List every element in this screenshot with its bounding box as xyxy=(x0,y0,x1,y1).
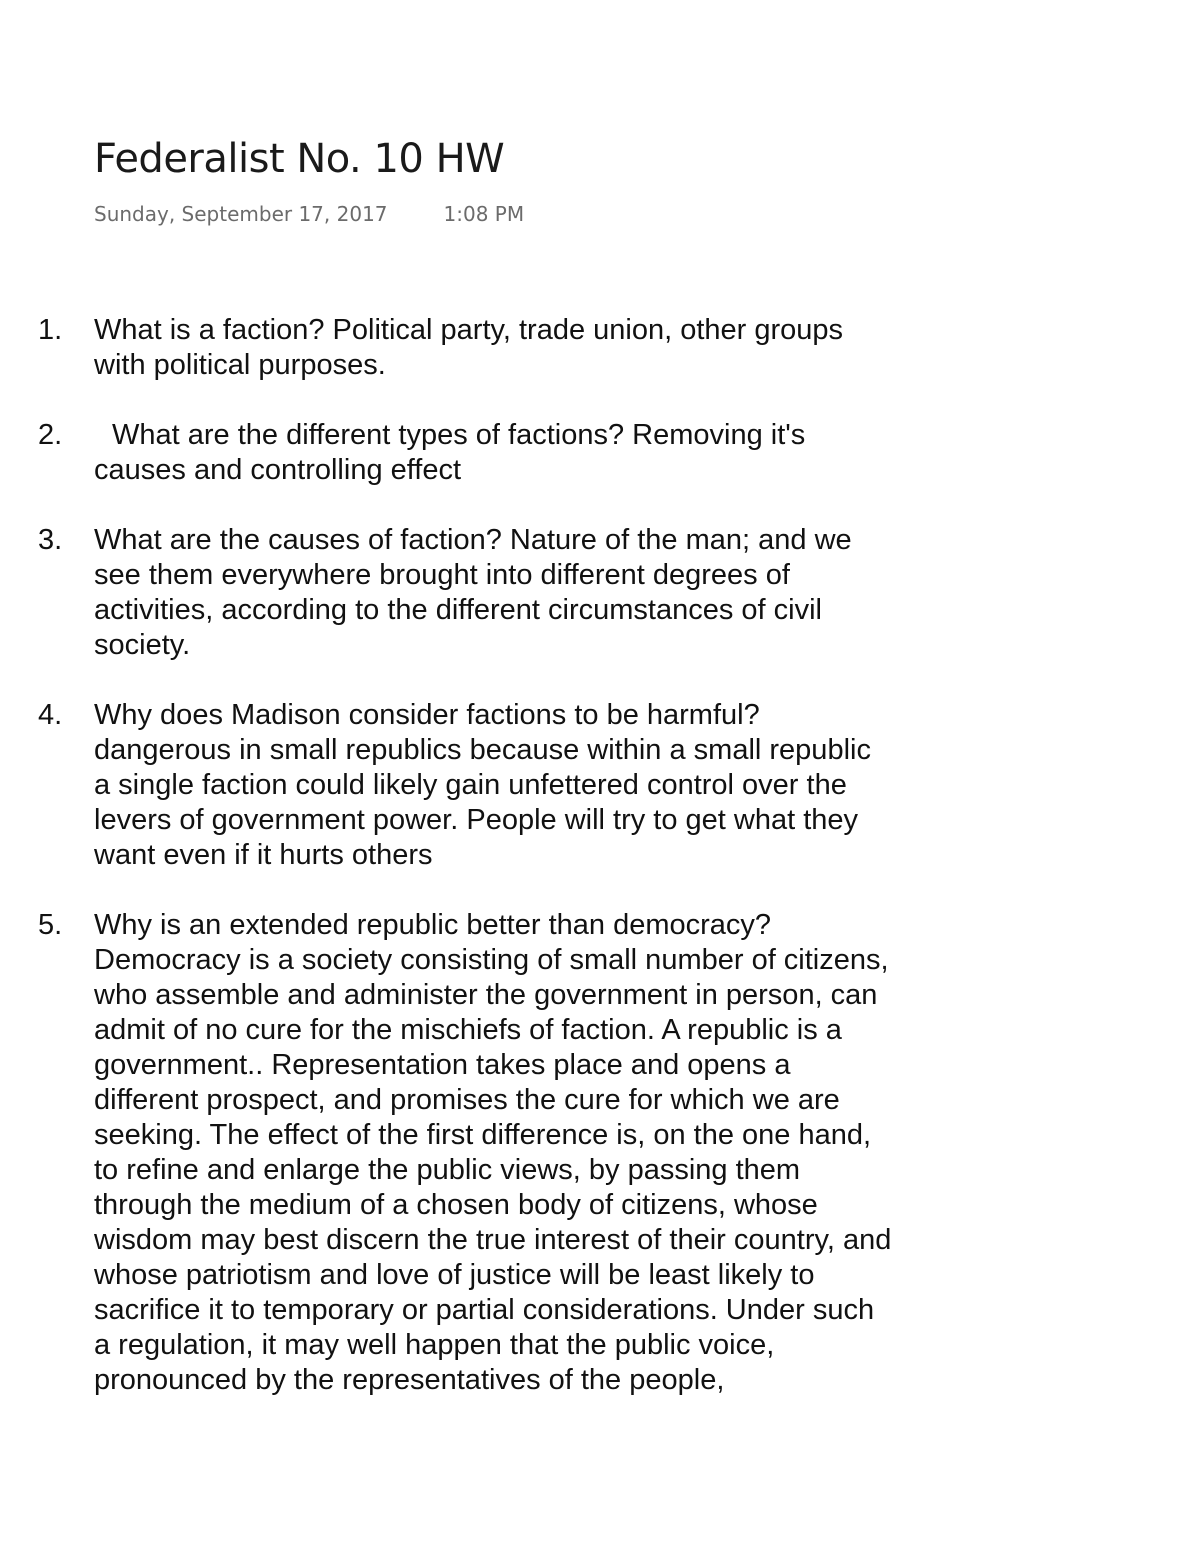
question-item-1 xyxy=(0,313,894,383)
question-number: 3. xyxy=(38,524,63,556)
question-text: Why does Madison consider factions to be harmful? dangerous in small republics because within a small republic a single faction could likely gain unfettered control over the levers of government power. People will try to get what they want even if it hurts others xyxy=(94,699,871,871)
page-date: Sunday, September 17, 2017 xyxy=(94,202,388,226)
question-text: What is a faction? Political party, trade union, other groups with political purposes. xyxy=(94,314,844,381)
question-list xyxy=(0,313,1200,1433)
question-number: 2. xyxy=(38,419,63,451)
question-item-4 xyxy=(0,698,894,873)
page-title: Federalist No. 10 HW xyxy=(94,136,505,182)
question-text: What are the causes of faction? Nature of the man; and we see them everywhere brought into different degrees of activities, according to the different circumstances of civil society. xyxy=(94,524,852,661)
question-number: 5. xyxy=(38,909,63,941)
question-number: 1. xyxy=(38,314,63,346)
question-item-5 xyxy=(0,908,894,1398)
question-text: What are the different types of factions? Removing it's causes and controlling effect xyxy=(94,419,806,486)
page-timestamp xyxy=(94,200,524,228)
question-number: 4. xyxy=(38,699,63,731)
question-text: Why is an extended republic better than democracy? Democracy is a society consisting of small number of citizens, who assemble and administer the government in person, can admit of no cure for the mischiefs of faction. A republic is a government.. Representation takes place and opens a different prospect, and promises the cure for which we are seeking. The effect of the first difference is, on the one hand, to refine and enlarge the public views, by passing them through the medium of a chosen body of citizens, whose wisdom may best discern the true interest of their country, and whose patriotism and love of justice will be least likely to sacrifice it to temporary or partial considerations. Under such a regulation, it may well happen that the public voice, pronounced by the representatives of the people, xyxy=(94,909,892,1396)
question-item-2 xyxy=(0,418,894,488)
page-time: 1:08 PM xyxy=(443,202,525,226)
question-item-3 xyxy=(0,523,894,663)
